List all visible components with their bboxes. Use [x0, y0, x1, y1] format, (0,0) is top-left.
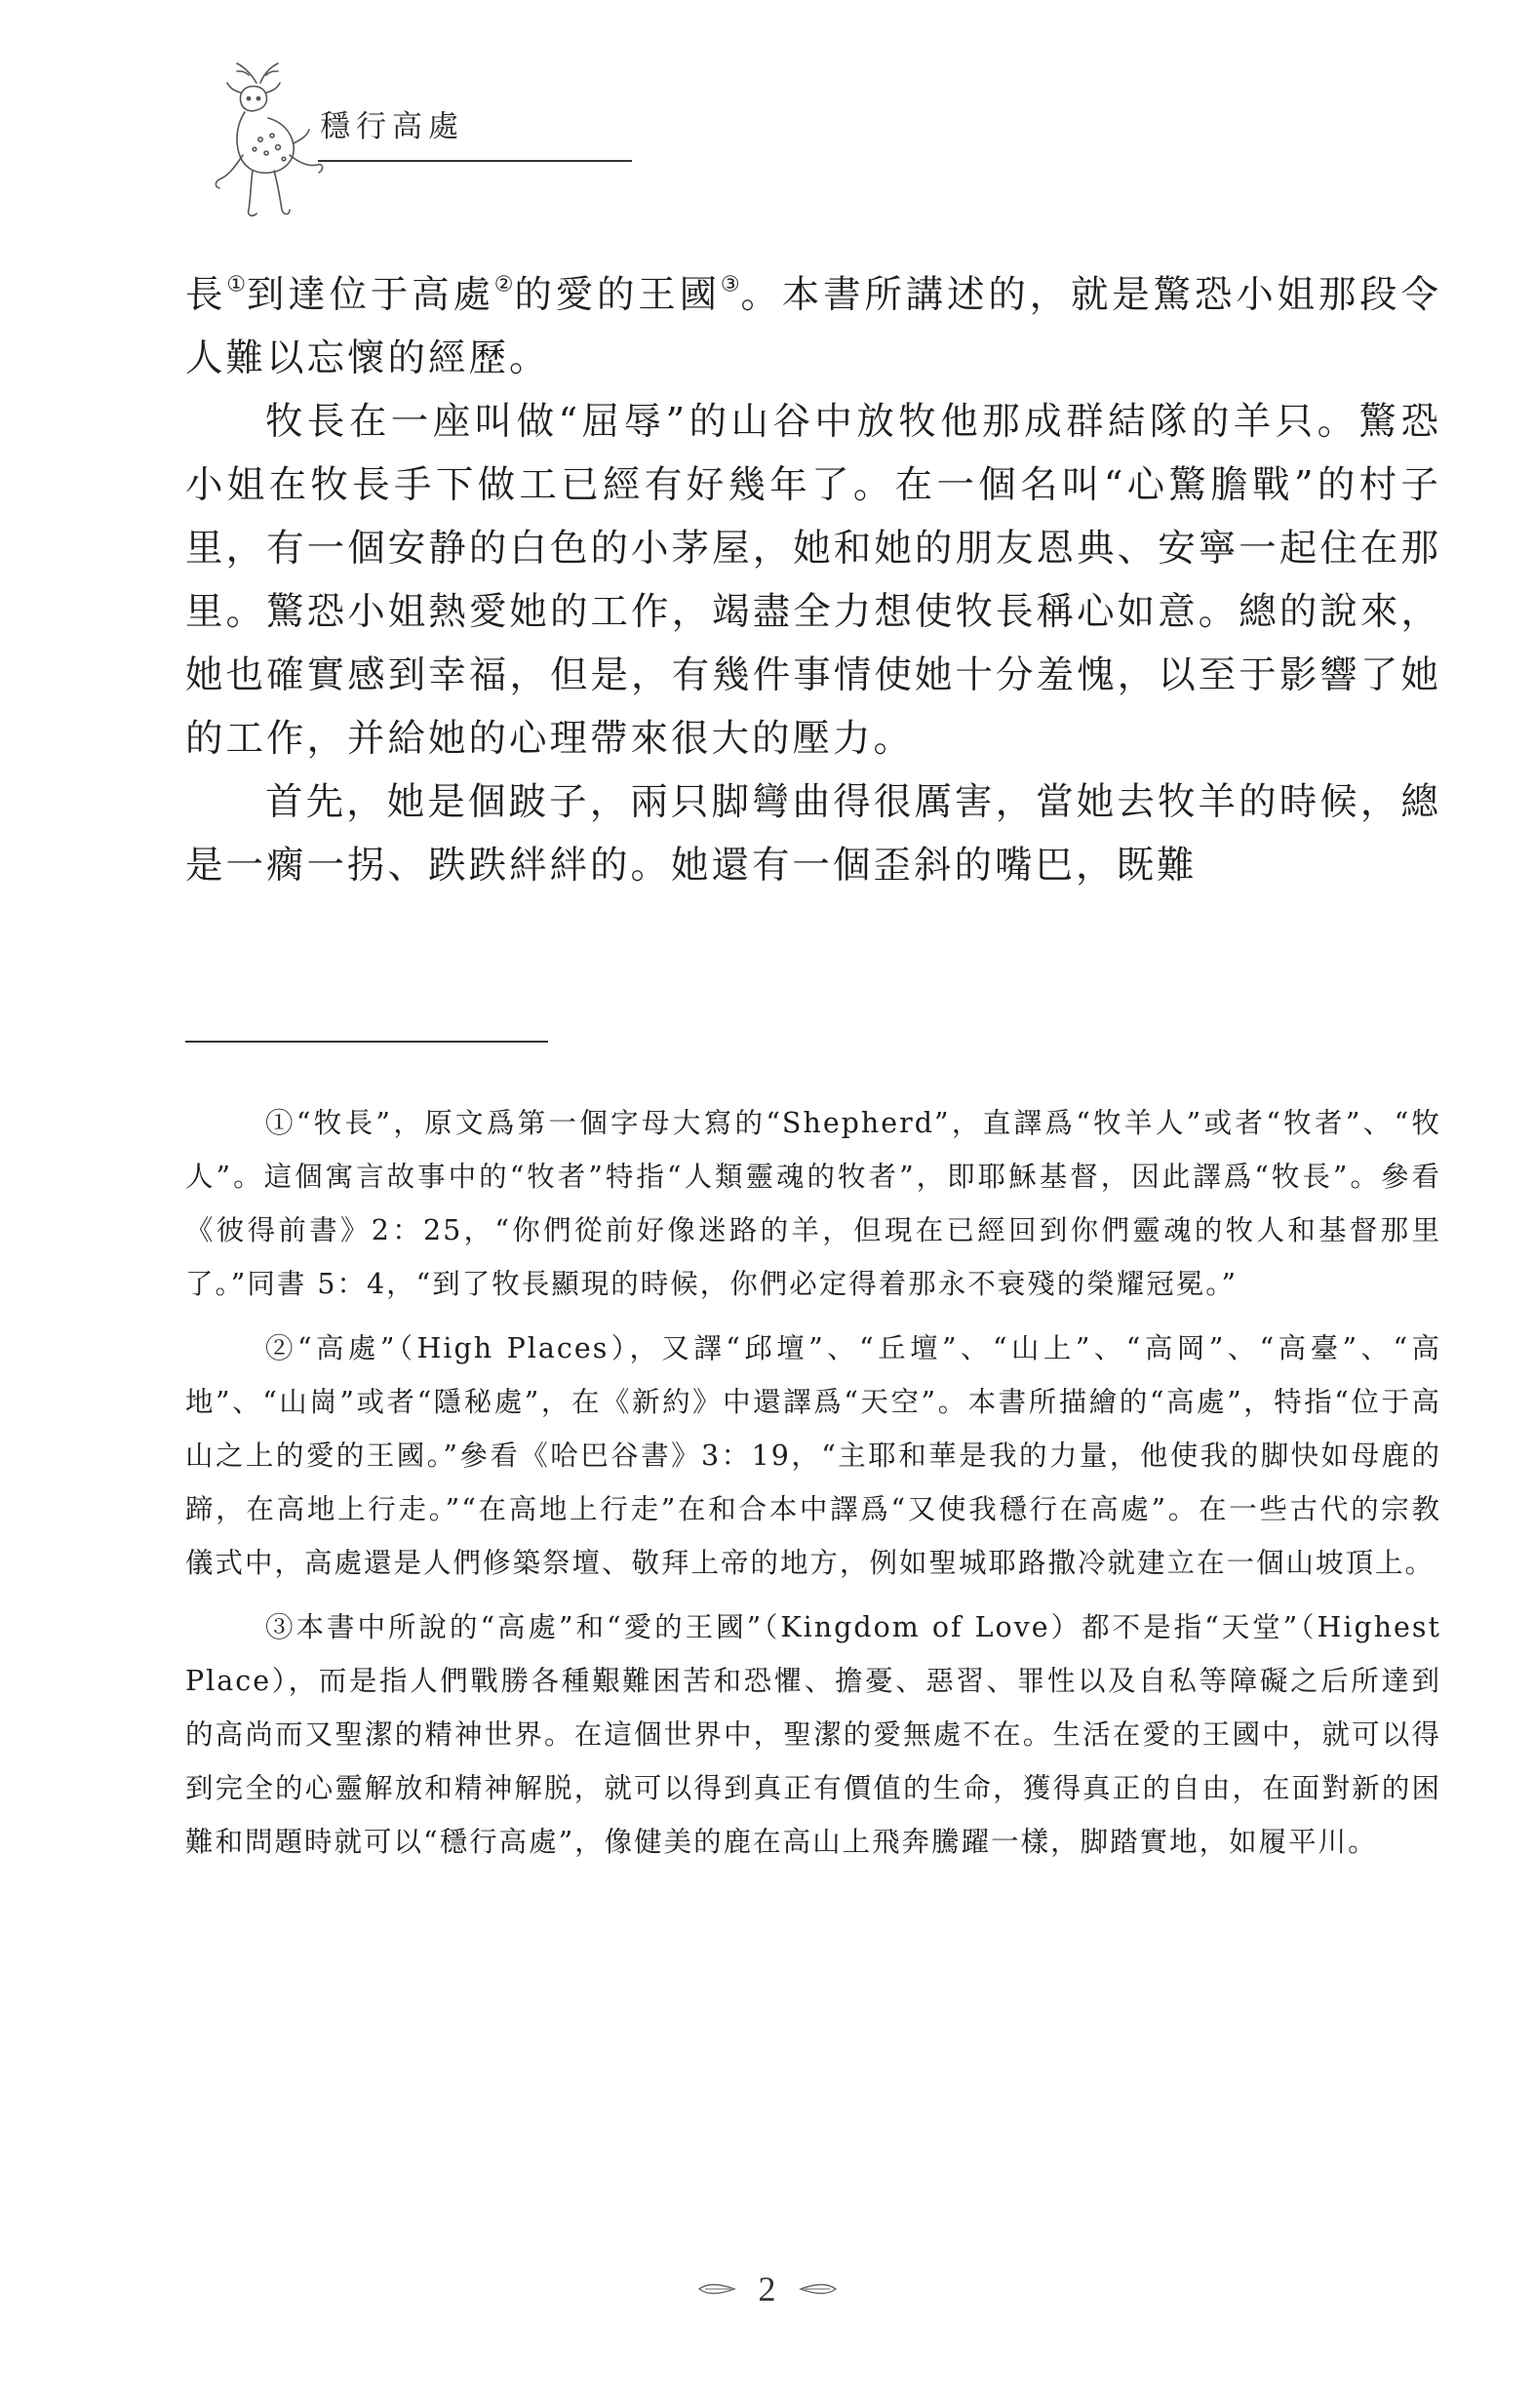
body-text — [185, 263, 1441, 897]
deer-icon — [180, 54, 341, 229]
text-run: 的愛的王國 — [514, 273, 721, 317]
footnote-rule — [185, 1041, 548, 1043]
text-run: 到達位于高處 — [246, 273, 494, 317]
paragraph-1 — [185, 263, 1441, 390]
page-number: 2 — [758, 2269, 776, 2309]
footnotes — [185, 1096, 1441, 1879]
paragraph-3: 首先，她是個跛子，兩只脚彎曲得很厲害，當她去牧羊的時候，總是一瘸一拐、跌跌絆絆的。她還有一個歪斜的嘴巴，既難 — [185, 780, 1441, 888]
text-run: 長 — [185, 273, 227, 317]
leaf-ornament-icon — [799, 2282, 838, 2296]
footnote-3: ③本書中所說的“高處”和“愛的王國”（Kingdom of Love）都不是指“天堂”（Highest Place），而是指人們戰勝各種艱難困苦和恐懼、擔憂、惡習、罪性以及自私等障礙之后所達到的高尚而又聖潔的精神世界。在這個世界中，聖潔的愛無處不在。生活在愛的王國中，就可以得到完全的心靈解放和精神解脱，就可以得到真正有價值的生命，獲得真正的自由，在面對新的困難和問題時就可以“穩行高處”，像健美的鹿在高山上飛奔騰躍一樣，脚踏實地，如履平川。 — [185, 1611, 1441, 1858]
footnote-ref-2[interactable]: ② — [493, 272, 515, 297]
footnote-1: ①“牧長”，原文爲第一個字母大寫的“Shepherd”，直譯爲“牧羊人”或者“牧者”、“牧人”。這個寓言故事中的“牧者”特指“人類靈魂的牧者”，即耶穌基督，因此譯爲“牧長”。參看《彼得前書》2：25，“你們從前好像迷路的羊，但現在已經回到你們靈魂的牧人和基督那里了。”同書 5：4，“到了牧長顯現的時候，你們必定得着那永不衰殘的榮耀冠冕。” — [185, 1107, 1441, 1300]
leaf-ornament-icon — [697, 2282, 736, 2296]
footnote-2: ②“高處”（High Places），又譯“邱壇”、“丘壇”、“山上”、“高岡”、“高臺”、“高地”、“山崗”或者“隱秘處”，在《新約》中還譯爲“天空”。本書所描繪的“高處”，特指“位于高山之上的愛的王國。”參看《哈巴谷書》3：19，“主耶和華是我的力量，他使我的脚快如母鹿的蹄，在高地上行走。”“在高地上行走”在和合本中譯爲“又使我穩行在高處”。在一些古代的宗教儀式中，高處還是人們修築祭壇、敬拜上帝的地方，例如聖城耶路撒冷就建立在一個山坡頂上。 — [185, 1332, 1441, 1579]
header-rule — [318, 160, 632, 162]
running-title: 穩行高處 — [320, 109, 464, 144]
text-run: 。本書所講述的，就是驚恐小姐那段令人難以忘懷的經歷。 — [185, 273, 1441, 380]
footnote-ref-1[interactable]: ① — [226, 272, 247, 297]
page-folio — [0, 2265, 1534, 2309]
paragraph-2: 牧長在一座叫做“屈辱”的山谷中放牧他那成群結隊的羊只。驚恐小姐在牧長手下做工已經有好幾年了。在一個名叫“心驚膽戰”的村子里，有一個安静的白色的小茅屋，她和她的朋友恩典、安寧一起住在那里。驚恐小姐熱愛她的工作，竭盡全力想使牧長稱心如意。總的說來，她也確實感到幸福，但是，有幾件事情使她十分羞愧，以至于影響了她的工作，并給她的心理帶來很大的壓力。 — [185, 400, 1441, 761]
footnote-ref-3[interactable]: ③ — [720, 272, 741, 297]
